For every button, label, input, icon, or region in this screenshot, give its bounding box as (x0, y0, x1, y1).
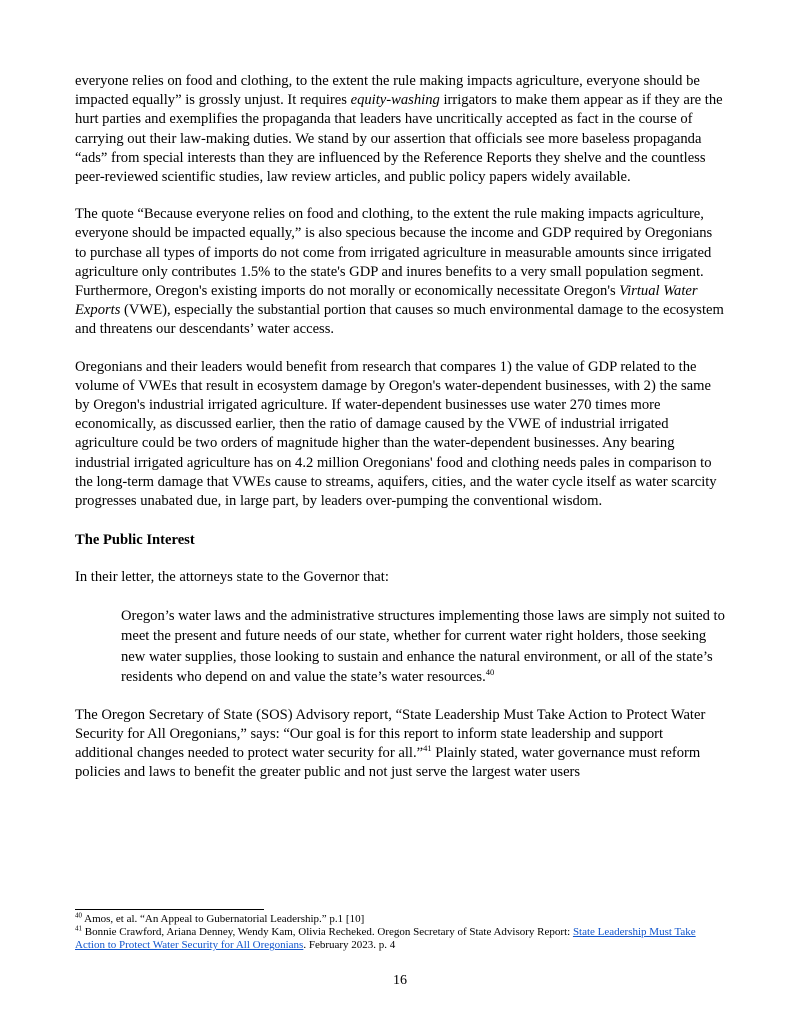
report-link[interactable]: State Leadership Must Take Action to Protect Water Security for All Oregonians (75, 926, 696, 952)
footnote-ref-40[interactable]: 40 (485, 667, 495, 678)
paragraph-equity-washing (75, 72, 725, 187)
paragraph-text: The Oregon Secretary of State (SOS) Advisory report, “State Leadership Must Take Action to Protect Water Security for All Oregonians,” says: “Our goal is for this report to inform state leadership and support additional changes needed to protect water security for all.” (75, 706, 706, 762)
footnote-divider (75, 909, 264, 910)
paragraph-sos-report (75, 706, 725, 783)
paragraph-text: (VWE), especially the substantial portion that causes so much environmental damage to the ecosystem and threatens our descendants’ water access. (75, 302, 724, 338)
footnote-40 (75, 913, 725, 926)
footnote-ref-41[interactable]: 41 (423, 743, 432, 754)
paragraph-attorneys-letter: In their letter, the attorneys state to the Governor that: (75, 569, 389, 586)
paragraph-text: irrigators to make them appear as if they are the hurt parties and exemplifies the propaganda that leaders have uncritically accepted as fact in the course of carrying out their law-making duties. We stand by our assertion that officials see more baseless propaganda “ads” from special interests than they are influenced by the Reference Reports they shelve and the countless peer-reviewed scientific studies, law review articles, and public policy papers widely available. (75, 92, 723, 186)
footnote-number: 40 (75, 911, 82, 920)
footnote-number: 41 (75, 924, 82, 933)
italic-term-equity-washing: equity-washing (350, 92, 440, 109)
section-heading-public-interest: The Public Interest (75, 532, 195, 549)
footnote-text: Amos, et al. “An Appeal to Gubernatorial Leadership.” p.1 [10] (82, 913, 365, 925)
paragraph-text: everyone relies on food and clothing, to the extent the rule making impacts agriculture, everyone should be impacted equally” is grossly unjust. It requires (75, 73, 700, 109)
paragraph-text: The quote “Because everyone relies on food and clothing, to the extent the rule making impacts agriculture, everyone should be impacted equally,” is also specious because the income and GDP required by Oregonians to purchase all types of imports do not come from irrigated agriculture in measurable amounts since irrigated agriculture only contributes 1.5% to the state's GDP and inures benefits to a very small population segment. Furthermore, Oregon's existing imports do not morally or economically necessitate Oregon's (75, 206, 713, 300)
quote-text: Oregon’s water laws and the administrative structures implementing those laws are simply not suited to meet the present and future needs of our state, whether for current water right holders, those seeking new water supplies, those looking to sustain and enhance the natural environment, or all of the state’s residents who depend on and value the state’s water resources. (121, 607, 725, 686)
footnote-text: Bonnie Crawford, Ariana Denney, Wendy Kam, Olivia Recheked. Oregon Secretary of State Advisory Report: (82, 926, 573, 939)
block-quote (121, 606, 725, 688)
paragraph-text: Plainly stated, water governance must reform policies and laws to benefit the greater public and not just serve the largest water users (75, 745, 701, 781)
italic-term-virtual-water-exports: Virtual Water Exports (75, 283, 698, 319)
footnote-41 (75, 926, 725, 952)
paragraph-research-comparison: Oregonians and their leaders would benefit from research that compares 1) the value of GDP related to the volume of VWEs that result in ecosystem damage by Oregon's water-dependent businesses, with 2) the same by Oregon's industrial irrigated agriculture. If water-dependent businesses use water 270 times more economically, as discussed earlier, then the ratio of damage caused by the VWE of industrial irrigated agriculture could be two orders of magnitude higher than the water-dependent businesses. Any bearing industrial irrigated agriculture has on 4.2 million Oregonians' food and clothing needs pales in comparison to the long-term damage that VWEs cause to streams, aquifers, cities, and the water cycle itself as water scarcity progresses unabated due, in large part, by leaders over-pumping the conventional wisdom. (75, 358, 717, 510)
paragraph-specious-quote (75, 205, 725, 339)
footnote-text: . February 2023. p. 4 (303, 939, 396, 952)
page-body (75, 72, 725, 782)
footnotes (75, 913, 725, 953)
page-number: 16 (393, 973, 407, 988)
